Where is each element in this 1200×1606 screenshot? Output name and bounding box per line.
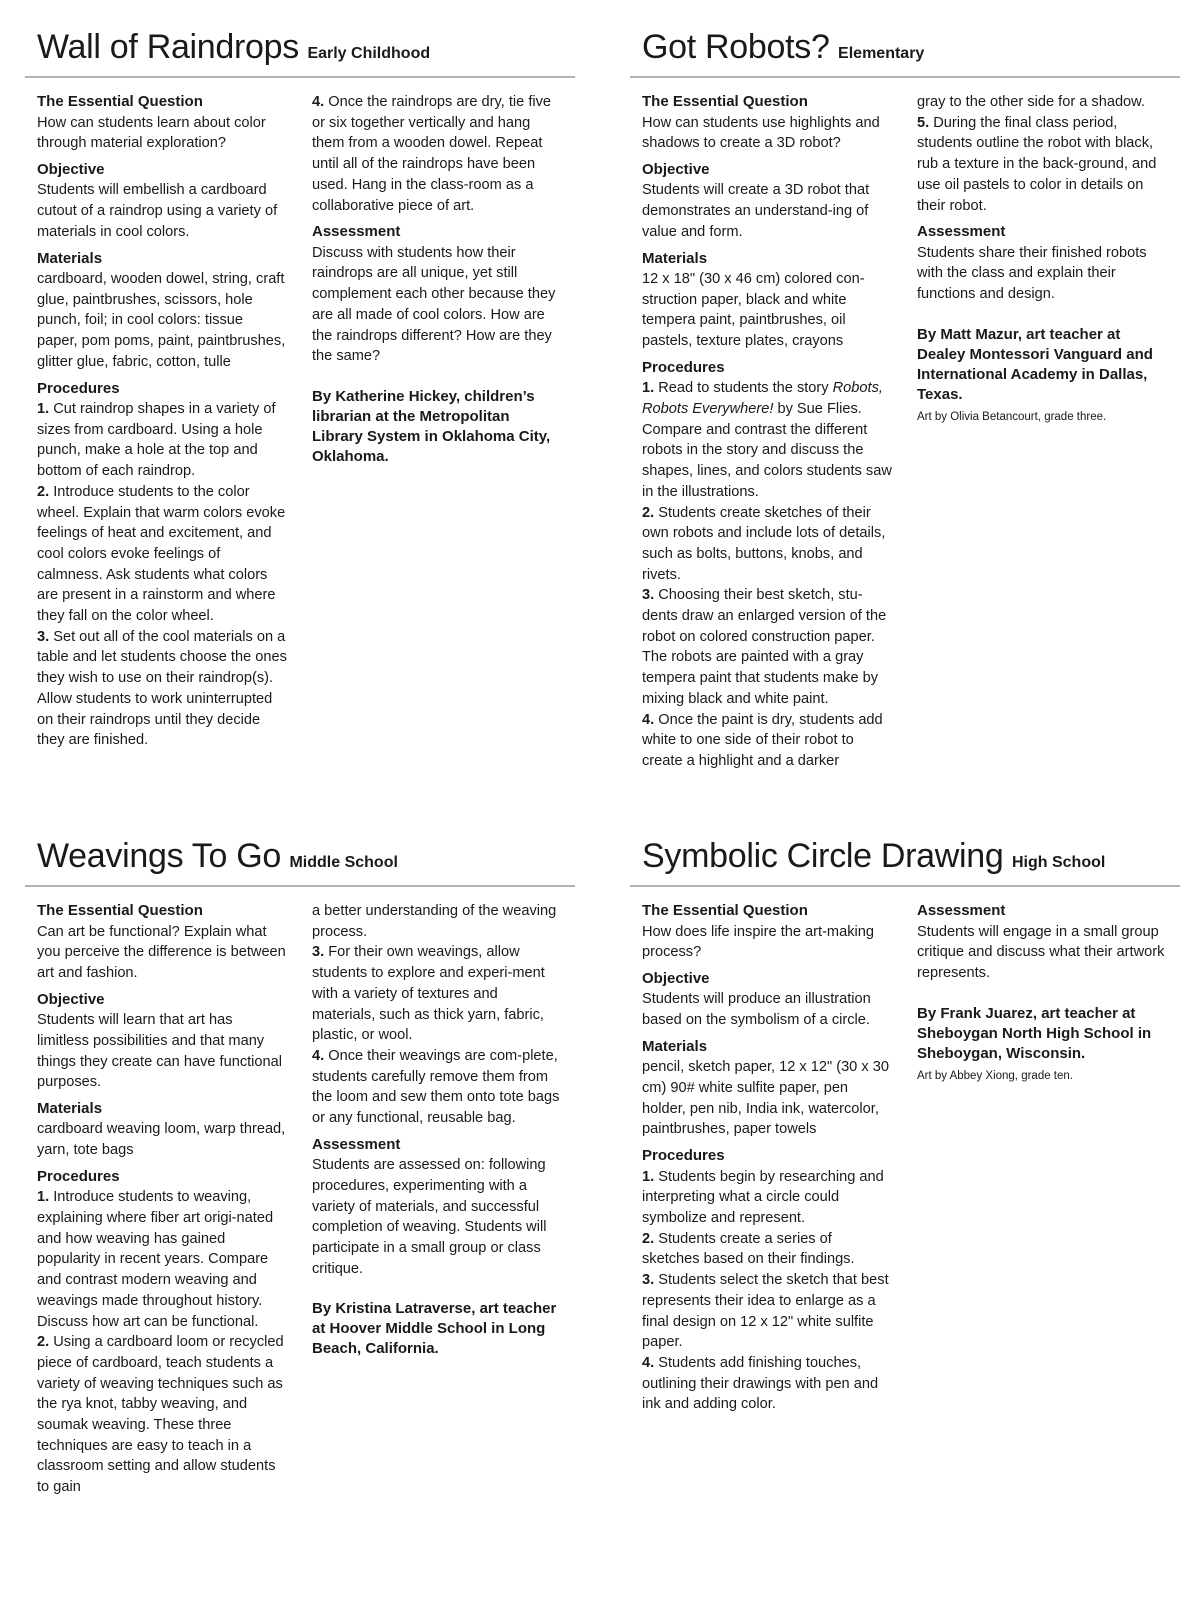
procedures-heading: Procedures: [37, 1167, 120, 1185]
assessment-text: Students share their finished robots with the class and explain their functions and design.: [917, 244, 1147, 303]
objective-text: Students will produce an illustration based on the symbolism of a circle.: [642, 991, 871, 1029]
essential-question: How does life inspire the art-making process?: [642, 923, 874, 961]
essential-question-heading: The Essential Question: [642, 93, 808, 110]
objective-text: Students will create a 3D robot that demonstrates an understand-ing of value and form.: [642, 182, 870, 240]
materials-text: 12 x 18" (30 x 46 cm) colored con-struction paper, black and white tempera paint, paintbrushes, oil pastels, texture plates, crayons: [642, 271, 865, 350]
materials-text: cardboard, wooden dowel, string, craft glue, paintbrushes, scissors, hole punch, foil; in cool colors: tissue paper, pom poms, paint, paintbrushes, glitter glue, fabric, cotton, tulle: [37, 271, 286, 370]
assessment-text: Students are assessed on: following procedures, experimenting with a variety of materials, and successful completion of weaving. Students will participate in a small group or class critique.: [312, 1157, 547, 1277]
author-byline: By Katherine Hickey, children’s librarian at the Metropolitan Library System in Oklahoma City, Oklahoma.: [312, 387, 551, 465]
assessment-heading: Assessment: [312, 1135, 401, 1153]
procedure-step: 3. Students select the sketch that best represents their idea to enlarge as a final design on 12 x 12" white sulfite paper.: [642, 1272, 889, 1351]
essential-question: How can students learn about color through material exploration?: [37, 114, 266, 152]
column-left: [37, 901, 287, 1498]
procedure-step: 2. Students create sketches of their own robots and include lots of details, such as bolts, buttons, knobs, and rivets.: [642, 504, 886, 583]
lesson-title: Symbolic Circle Drawing: [642, 837, 1004, 875]
lesson-symbolic-circle-drawing: [630, 837, 1180, 1413]
procedure-step: 4. Students add finishing touches, outlining their drawings with pen and ink and adding color.: [642, 1354, 879, 1413]
procedure-step: 3. For their own weavings, allow students to explore and experi-ment with a variety of textures and materials, such as thick yarn, fabric, plastic, or wool.: [312, 944, 545, 1044]
lesson-title: Got Robots?: [642, 28, 830, 66]
column-right: [312, 92, 562, 467]
essential-question-heading: The Essential Question: [642, 902, 808, 919]
procedure-step: 2. Using a cardboard loom or recycled piece of cardboard, teach students a variety of weaving techniques such as the rya knot, tabby weaving, and soumak weaving. These three techniques are easy to teach in a classroom setting and allow students to gain: [37, 1334, 284, 1496]
objective-heading: Objective: [37, 990, 105, 1008]
procedure-step: 3. Choosing their best sketch, stu-dents draw an enlarged version of the robot on colored construction paper. The robots are painted with a gray tempera paint that students make by mixing black and white paint.: [642, 587, 887, 707]
procedure-step: 2. Students create a series of sketches based on their findings.: [642, 1230, 855, 1268]
column-right: [917, 901, 1167, 1084]
header-divider: [630, 885, 1180, 887]
header-divider: [25, 885, 575, 887]
materials-text: cardboard weaving loom, warp thread, yarn, tote bags: [37, 1121, 286, 1159]
header-divider: [25, 76, 575, 78]
procedure-step-continued: gray to the other side for a shadow.: [917, 94, 1145, 110]
lesson-header: [630, 837, 1180, 885]
assessment-text: Students will engage in a small group critique and discuss what their artwork represents.: [917, 923, 1165, 981]
procedures-heading: Procedures: [642, 358, 725, 376]
grade-level: High School: [1011, 854, 1106, 871]
author-byline: By Frank Juarez, art teacher at Sheboygan North High School in Sheboygan, Wisconsin.: [917, 1004, 1152, 1062]
lesson-title: Weavings To Go: [37, 837, 282, 875]
lesson-header: [630, 28, 1180, 76]
assessment-heading: Assessment: [312, 223, 401, 241]
procedure-step: 1. Read to students the story Robots, Robots Everywhere! by Sue Flies. Compare and contrast the different robots in the story and discuss the shapes, lines, and colors students saw in the illustrations.: [642, 380, 892, 500]
procedures-heading: Procedures: [642, 1147, 725, 1165]
procedure-step: 4. Once the paint is dry, students add white to one side of their robot to create a highlight and a darker: [642, 711, 883, 769]
materials-heading: Materials: [37, 249, 103, 267]
header-divider: [630, 76, 1180, 78]
essential-question: Can art be functional? Explain what you perceive the difference is between art and fashion.: [37, 923, 286, 981]
assessment-heading: Assessment: [917, 223, 1006, 241]
procedures-heading: Procedures: [37, 379, 120, 397]
procedure-step: 4. Once the raindrops are dry, tie five or six together vertically and hang them from a wooden dowel. Repeat until all of the raindrops have been used. Hang in the class-room as a collaborative piece of art.: [312, 94, 552, 214]
procedure-step: 5. During the final class period, students outline the robot with black, rub a texture in the back-ground, and use oil pastels to color in details on their robot.: [917, 114, 1157, 214]
lesson-got-robots: [630, 28, 1180, 769]
procedure-step-continued: a better understanding of the weaving process.: [312, 903, 557, 940]
objective-heading: Objective: [37, 160, 105, 178]
procedure-step: 1. Cut raindrop shapes in a variety of sizes from cardboard. Using a hole punch, make a hole at the top and bottom of each raindrop.: [37, 401, 276, 480]
lesson-title: Wall of Raindrops: [37, 28, 299, 66]
lesson-wall-of-raindrops: [25, 28, 575, 749]
assessment-text: Discuss with students how their raindrops are all unique, yet still complement each other because they are all made of cool colors. How are the raindrops different? How are they the same?: [312, 244, 556, 365]
objective-heading: Objective: [642, 160, 710, 178]
lesson-header: [25, 28, 575, 76]
procedure-step: 1. Introduce students to weaving, explaining where fiber art origi-nated and how weaving has gained popularity in recent years. Compare and contrast modern weaving and weavings made throughout history. Discuss how art can be functional.: [37, 1189, 274, 1330]
objective-text: Students will learn that art has limitless possibilities and that many things they create can have functional purposes.: [37, 1012, 283, 1091]
procedure-step: 3. Set out all of the cool materials on a table and let students choose the ones they wish to use on their raindrop(s). Allow students to work uninterrupted on their raindrops until they decide they are finished.: [37, 628, 287, 749]
column-left: [642, 901, 892, 1415]
assessment-heading: Assessment: [917, 902, 1006, 919]
objective-text: Students will embellish a cardboard cutout of a raindrop using a variety of materials in cool colors.: [37, 182, 278, 240]
column-right: [917, 92, 1167, 425]
column-left: [37, 92, 287, 751]
procedure-step: 1. Students begin by researching and interpreting what a circle could symbolize and represent.: [642, 1168, 884, 1227]
essential-question: How can students use highlights and shadows to create a 3D robot?: [642, 114, 880, 152]
procedure-step: 4. Once their weavings are com-plete, students carefully remove them from the loom and sew them onto tote bags or any functional, reusable bag.: [312, 1047, 560, 1127]
grade-level: Middle School: [289, 854, 398, 871]
materials-heading: Materials: [37, 1099, 103, 1117]
grade-level: Early Childhood: [307, 45, 431, 62]
procedure-step: 2. Introduce students to the color wheel. Explain that warm colors evoke feelings of heat and excitement, and cool colors evoke feelings of calmness. Ask students what colors are present in a rainstorm and where they fall on the color wheel.: [37, 483, 286, 625]
art-credit: Art by Abbey Xiong, grade ten.: [917, 1069, 1073, 1082]
column-right: [312, 901, 562, 1359]
lesson-header: [25, 837, 575, 885]
materials-heading: Materials: [642, 249, 708, 267]
lesson-weavings-to-go: [25, 837, 575, 1496]
materials-heading: Materials: [642, 1037, 708, 1055]
materials-text: pencil, sketch paper, 12 x 12" (30 x 30 cm) 90# white sulfite paper, pen holder, pen nib, India ink, watercolor, paintbrushes, paper towels: [642, 1059, 889, 1138]
grade-level: Elementary: [838, 45, 925, 62]
objective-heading: Objective: [642, 969, 710, 987]
book-title: Robots, Robots Everywhere!: [642, 380, 883, 418]
art-credit: Art by Olivia Betancourt, grade three.: [917, 410, 1107, 423]
author-byline: By Kristina Latraverse, art teacher at Hoover Middle School in Long Beach, California.: [312, 1300, 557, 1358]
column-left: [642, 92, 892, 772]
essential-question-heading: The Essential Question: [37, 93, 203, 110]
author-byline: By Matt Mazur, art teacher at Dealey Montessori Vanguard and International Academy in Dallas, Texas.: [917, 325, 1153, 403]
essential-question-heading: The Essential Question: [37, 902, 203, 919]
